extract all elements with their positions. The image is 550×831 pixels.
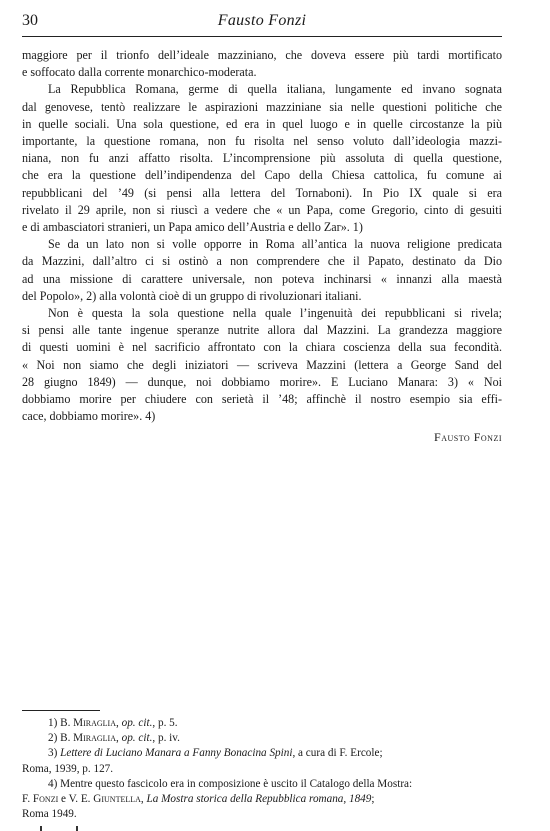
print-speck <box>76 826 78 831</box>
footnotes <box>22 716 502 822</box>
footnote-text: Lettere di Luciano Manara a Fanny Bonacina Spini <box>60 747 293 760</box>
text-line: e soffocato dalla corrente monarchico-moderata. <box>22 65 257 80</box>
footnote-text: e V. E. <box>58 793 94 806</box>
text-line: 28 giugno 1849) — dunque, noi dobbiamo morire». E Luciano Manara: 3) « Noi <box>22 374 502 389</box>
print-speck <box>40 826 42 831</box>
footnote-text: 1) B. <box>48 717 74 729</box>
footnote-text: , <box>116 732 122 745</box>
text-line: di questi uomini è nel sacrificio affrontato con la chiara coscienza della sua fecondità. <box>22 340 502 355</box>
footnote-text: Roma, 1939, p. 127. <box>22 762 114 775</box>
text-line: da Mazzini, dall’altro ci si ostinò a non comprendere che il Papato, destinato da Dio <box>22 254 502 269</box>
footnote-text: , p. 5. <box>152 717 178 729</box>
footnote <box>22 716 502 731</box>
footnote-continuation <box>22 792 502 807</box>
text-line: repubblicani del ’49 (si pensi alla lettera del Tornaboni). In Pio IX quale si era <box>22 185 502 200</box>
text-line: « Noi non siamo che degli iniziatori — scriveva Mazzini (lettera a George Sand del <box>22 357 502 372</box>
paragraph <box>22 305 502 425</box>
text-line: importante, la questione romana, non fu risolta nel senso voluto dall’ideologia mazzi- <box>22 134 502 149</box>
footnote-text: Roma 1949. <box>22 808 77 821</box>
footnote-text: , <box>116 717 122 729</box>
footnote-text: , p. iv. <box>152 732 180 745</box>
footnote-text: , <box>140 793 147 806</box>
footnote-rule <box>22 710 100 711</box>
header-rule <box>22 36 502 37</box>
body-text <box>22 47 502 447</box>
footnote-text: La Mostra storica della Repubblica romana, 1849 <box>146 793 372 806</box>
footnote-text: Miraglia <box>73 732 117 745</box>
footnote-text: 2) B. <box>48 732 74 745</box>
author-signature: Fausto Fonzi <box>434 430 502 445</box>
footnote-continuation <box>22 762 502 777</box>
running-title: Fausto Fonzi <box>217 12 307 29</box>
text-line: Non è questa la sola questione nella quale l’ingenuità dei repubblicani si rivela; <box>48 306 502 321</box>
footnote <box>22 731 502 746</box>
page-number: 30 <box>22 12 38 29</box>
text-line: del Popolo», 2) alla volontà cioè di un gruppo di rivoluzionari italiani. <box>22 288 362 303</box>
paragraph <box>22 81 502 236</box>
text-line: dal genovese, tentò realizzare le aspirazioni mazziniane sia nelle questioni politiche che <box>22 99 502 114</box>
paragraph <box>22 47 502 81</box>
footnote-text: Miraglia <box>73 717 117 729</box>
footnote-continuation <box>22 807 502 822</box>
footnote-text: , a cura di F. Ercole; <box>292 747 383 760</box>
text-line: Se da un lato non si volle opporre in Roma all’antica la nuova religione predicata <box>48 237 502 252</box>
footnote <box>22 777 502 792</box>
text-line: cace, dobbiamo morire». 4) <box>22 409 156 424</box>
text-line: maggiore per il trionfo dell’ideale mazziniano, che doveva essere più tardi mortificato <box>22 48 502 62</box>
footnote-text: op. cit. <box>121 732 153 745</box>
text-line: rivelato il 29 aprile, non si riuscì a vedere che « un Papa, come Gregorio, cinto di gesuiti <box>22 202 502 217</box>
page-header <box>22 12 502 32</box>
footnote-text: Fonzi <box>32 793 59 806</box>
text-line: e di ambasciatori stranieri, un Papa amico dell’Austria e dello Zar». 1) <box>22 220 363 235</box>
footnote-text: 3) <box>48 747 61 760</box>
footnote-text: 4) Mentre questo fascicolo era in composizione è uscito il Catalogo della Mostra: <box>48 777 413 790</box>
footnote-text: F. <box>22 793 33 806</box>
footnote-text: Giuntella <box>93 793 141 806</box>
text-line: ad una missione di carattere universale, non poteva inchinarsi « innanzi alla maestà <box>22 271 502 286</box>
paragraph <box>22 236 502 305</box>
footnote <box>22 746 502 761</box>
text-line: si pensi alle tante ingenue speranze nutrite allora dal Mazzini. La grandezza maggiore <box>22 323 502 338</box>
text-line: che era la questione dell’indipendenza del Capo della Chiesa cattolica, fu comune ai <box>22 168 502 183</box>
text-line: dobbiamo morire per chiudere con serietà il ’48; affinchè il nostro esempio sia effi- <box>22 392 502 407</box>
text-line: niana, non fu anzi affatto risolta. L’incomprensione più assoluta di quella questione, <box>22 151 502 166</box>
text-line: La Repubblica Romana, germe di quella italiana, lungamente ed invano sognata <box>48 82 502 97</box>
text-line: in quelle sociali. Una sola questione, ed era in quel luogo e in quelle circostanze la più <box>22 116 502 131</box>
footnote-text: op. cit. <box>121 717 153 729</box>
footnote-text: ; <box>371 793 375 806</box>
